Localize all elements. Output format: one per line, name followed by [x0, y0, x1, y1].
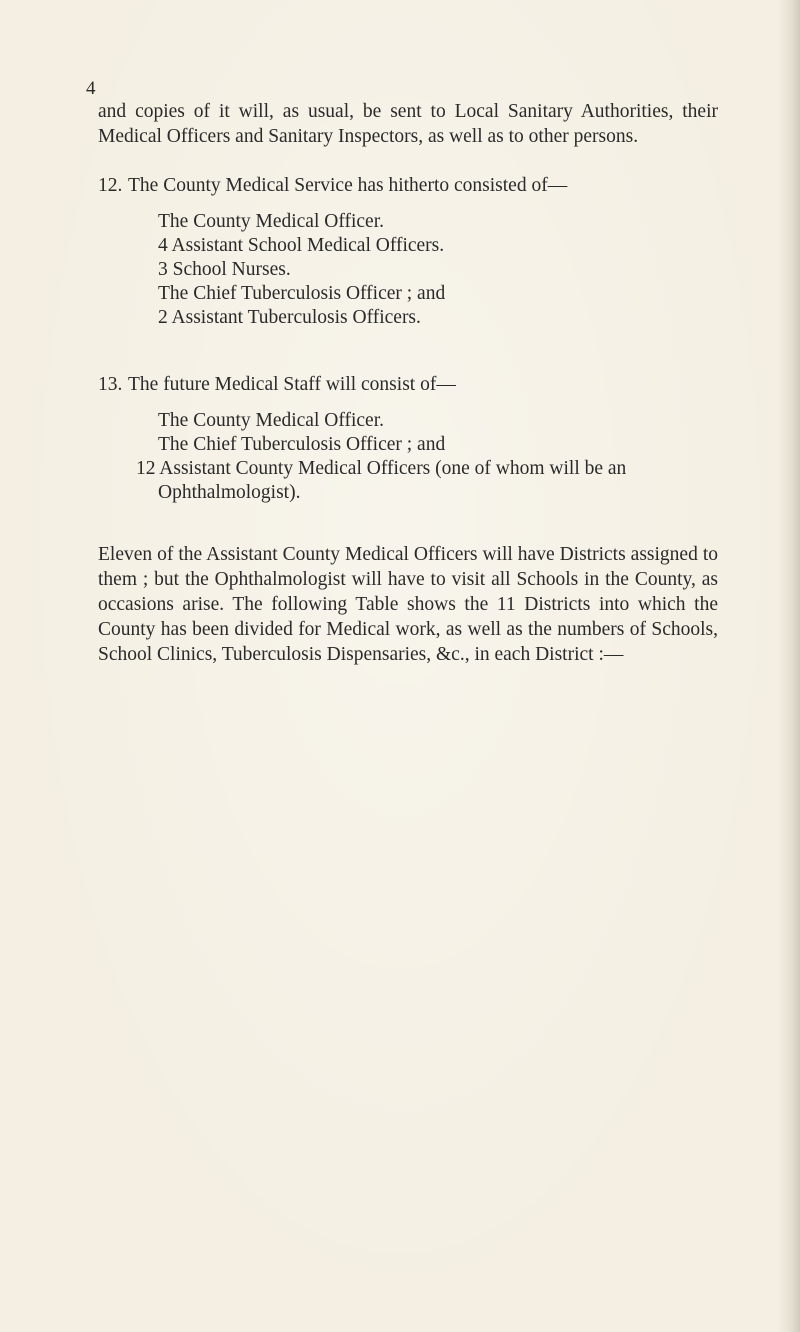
page-edge-shadow [778, 0, 800, 1332]
section-13-heading-row [98, 372, 718, 397]
section-13 [98, 372, 718, 397]
list-item: The County Medical Officer. [158, 410, 384, 431]
list-item: 2 Assistant Tuberculosis Officers. [158, 307, 421, 328]
section-12-list [158, 210, 445, 330]
section-12-heading-row [98, 173, 718, 198]
list-item: The Chief Tuberculosis Officer ; and [158, 283, 446, 304]
section-13-heading: The future Medical Staff will consist of— [128, 374, 456, 395]
section-13-list [136, 409, 748, 505]
list-item: 4 Assistant School Medical Officers. [158, 235, 445, 256]
page-number: 4 [86, 78, 96, 99]
closing-paragraph [98, 542, 718, 667]
intro-text: and copies of it will, as usual, be sent to Local Sanitary Authorities, their Medical Officers and Sanitary Inspectors, as well as to other persons. [98, 101, 718, 147]
intro-paragraph [98, 99, 718, 149]
list-item: The Chief Tuberculosis Officer ; and [158, 434, 446, 455]
list-item: 12 Assistant County Medical Officers (one of whom will be an Ophthalmologist). [136, 458, 627, 503]
closing-text: Eleven of the Assistant County Medical Officers will have Districts assigned to them ; but the Ophthalmologist will have to visit all Schools in the County, as occasions arise. The following Table shows the 11 Districts into which the County has been divided for Medical work, as well as the numbers of Schools, School Clinics, Tuberculosis Dispensaries, &c., in each District :— [98, 544, 718, 665]
section-13-number: 13. [98, 374, 123, 395]
list-item: The County Medical Officer. [158, 211, 384, 232]
section-12 [98, 173, 718, 198]
section-12-number: 12. [98, 175, 123, 196]
section-12-heading: The County Medical Service has hitherto consisted of— [128, 175, 568, 196]
list-item: 3 School Nurses. [158, 259, 291, 280]
